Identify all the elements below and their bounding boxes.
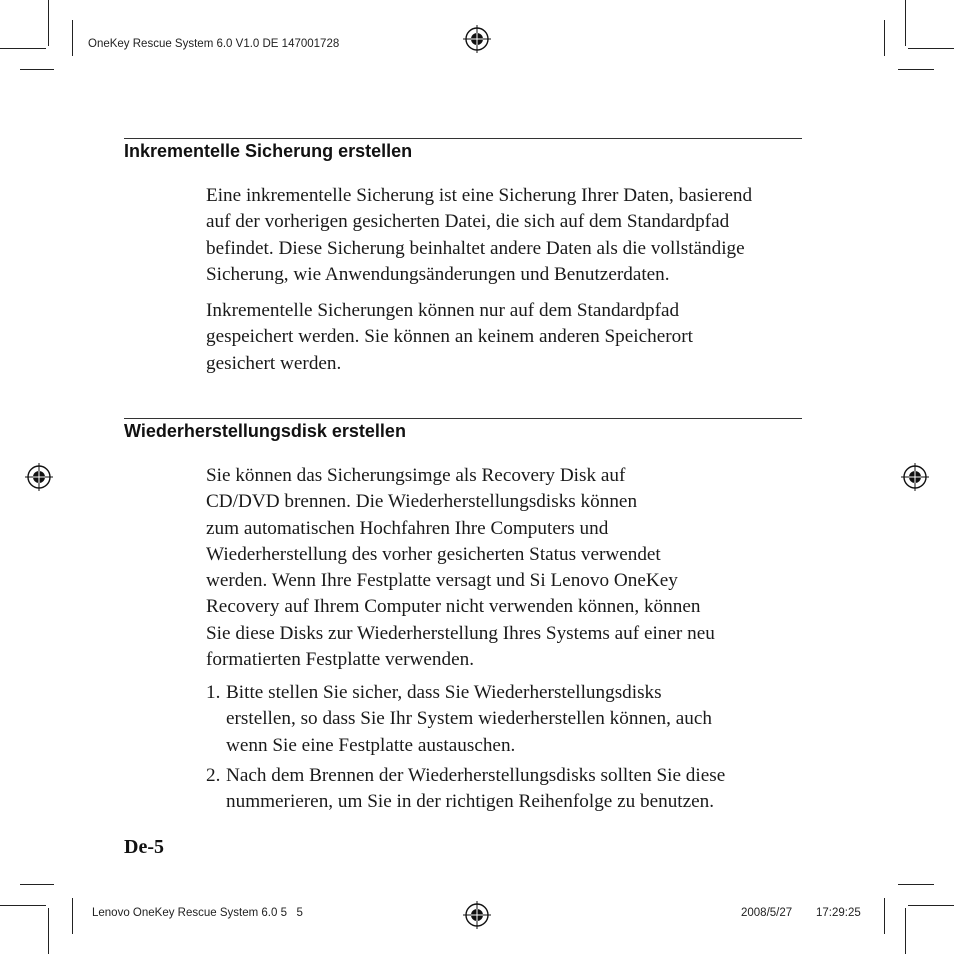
- list-number: 1.: [206, 682, 221, 703]
- text-line: Sie können das Sicherungsimge als Recovery Disk auf: [206, 465, 626, 486]
- text-line: gespeichert werden. Sie können an keinem anderen Speicherort: [206, 326, 693, 348]
- registration-mark-icon: [901, 463, 929, 491]
- text-line: gesichert werden.: [206, 352, 342, 374]
- paragraph: [206, 463, 806, 673]
- section-rule: [124, 418, 802, 419]
- crop-mark-tr-h: [908, 48, 954, 49]
- crop-mark-bl-v2: [48, 908, 49, 954]
- crop-mark-bl-h: [20, 884, 54, 885]
- paragraph: [206, 298, 806, 377]
- section-heading: Wiederherstellungsdisk erstellen: [124, 421, 406, 441]
- paragraph: [206, 183, 806, 288]
- list-number: 2.: [206, 765, 221, 786]
- text-line: Inkrementelle Sicherungen können nur auf dem Standardpfad: [206, 300, 680, 321]
- text-line: Wiederherstellung des vorher gesicherten Status verwendet: [206, 543, 661, 565]
- registration-mark-icon: [25, 463, 53, 491]
- text-line: zum automatischen Hochfahren Ihre Computers und: [206, 517, 609, 539]
- section-rule: [124, 138, 802, 139]
- crop-mark-bl-h2: [0, 905, 46, 906]
- section-heading: Inkrementelle Sicherung erstellen: [124, 141, 413, 161]
- text-line: formatierten Festplatte verwenden.: [206, 649, 474, 671]
- page-number: De-5: [124, 836, 164, 858]
- crop-mark-tl-v2: [72, 20, 73, 56]
- crop-mark-br-h2: [908, 905, 954, 906]
- slug-footer-time: 17:29:25: [816, 907, 861, 919]
- text-line: befindet. Diese Sicherung beinhaltet andere Daten als die vollständige: [206, 237, 745, 259]
- list-item-text: [226, 680, 712, 759]
- text-line: nummerieren, um Sie in der richtigen Reihenfolge zu benutzen.: [226, 791, 715, 813]
- crop-mark-tr-v: [905, 0, 906, 46]
- crop-mark-tl-h: [0, 48, 46, 49]
- registration-mark-icon: [463, 25, 491, 53]
- slug-footer-date: 2008/5/27: [741, 907, 793, 919]
- text-line: auf der vorherigen gesicherten Datei, die sich auf dem Standardpfad: [206, 211, 730, 233]
- slug-header: OneKey Rescue System 6.0 V1.0 DE 147001728: [88, 38, 340, 50]
- text-line: erstellen, so dass Sie Ihr System wiederherstellen können, auch: [226, 708, 712, 730]
- registration-mark-icon: [463, 901, 491, 929]
- crop-mark-br-h: [898, 884, 934, 885]
- text-line: Bitte stellen Sie sicher, dass Sie Wiederherstellungsdisks: [226, 682, 662, 703]
- crop-mark-bl-v: [72, 898, 73, 934]
- list-item-text: [226, 763, 725, 816]
- text-line: Sie diese Disks zur Wiederherstellung Ihres Systems auf einer neu: [206, 622, 715, 644]
- crop-mark-br-v: [884, 898, 885, 934]
- text-line: CD/DVD brennen. Die Wiederherstellungsdisks können: [206, 491, 638, 513]
- crop-mark-tr-h2: [898, 69, 934, 70]
- crop-mark-tr-v2: [884, 20, 885, 56]
- crop-mark-tl-v: [48, 0, 49, 46]
- crop-mark-br-v2: [905, 908, 906, 954]
- text-line: Nach dem Brennen der Wiederherstellungsdisks sollten Sie diese: [226, 765, 726, 786]
- crop-mark-tl-h2: [20, 69, 54, 70]
- text-line: wenn Sie eine Festplatte austauschen.: [226, 734, 516, 756]
- slug-footer-left: Lenovo OneKey Rescue System 6.0 5 5: [92, 907, 303, 919]
- text-line: werden. Wenn Ihre Festplatte versagt und Si Lenovo OneKey: [206, 570, 678, 592]
- text-line: Eine inkrementelle Sicherung ist eine Sicherung Ihrer Daten, basierend: [206, 185, 753, 206]
- text-line: Sicherung, wie Anwendungsänderungen und Benutzerdaten.: [206, 263, 670, 285]
- text-line: Recovery auf Ihrem Computer nicht verwenden können, können: [206, 596, 701, 618]
